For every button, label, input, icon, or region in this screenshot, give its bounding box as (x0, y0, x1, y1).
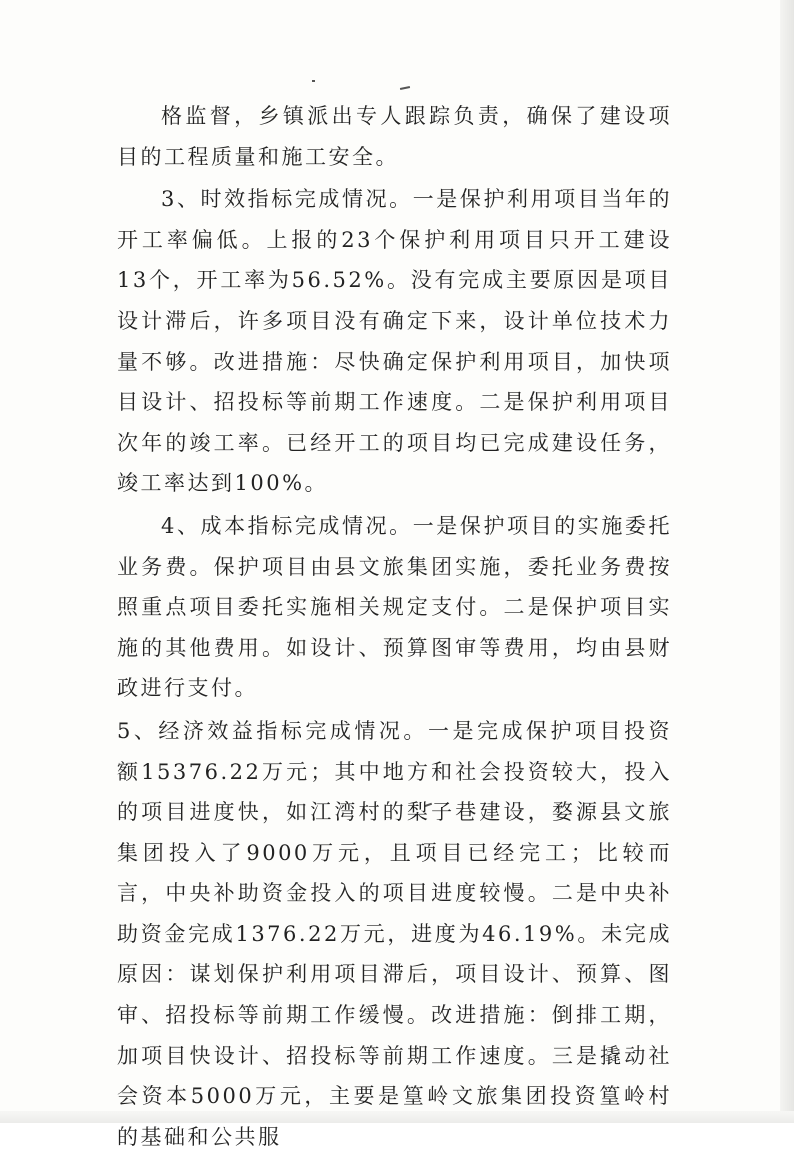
paragraph-cost-indicator: 4、成本指标完成情况。一是保护项目的实施委托业务费。保护项目由县文旅集团实施，委托业务费按照重点项目委托实施相关规定支付。二是保护项目实施的其他费用。如设计、预算图审等费用，均由县财政进行支付。 (117, 513, 672, 701)
paragraph-timeliness-indicator: 3、时效指标完成情况。一是保护利用项目当年的开工率偏低。上报的23个保护利用项目只开工建设13个，开工率为56.52%。没有完成主要原因是项目设计滞后，许多项目没有确定下来，设计单位技术力量不够。改进措施：尽快确定保护利用项目，加快项目设计、招投标等前期工作速度。二是保护利用项目次年的竣工率。已经开工的项目均已完成建设任务，竣工率达到100%。 (117, 187, 672, 496)
scan-speck (400, 86, 410, 90)
page-edge-shadow-right (780, 0, 794, 1123)
paragraph-economic-benefit-indicator: 5、经济效益指标完成情况。一是完成保护项目投资额15376.22万元；其中地方和社会投资较大，投入的项目进度快，如江湾村的梨子巷建设，婺源县文旅集团投入了9000万元，且项目已经完工；比较而言，中央补助资金投入的项目进度较慢。二是中央补助资金完成1376.22万元，进度为46.19%。未完成原因：谋划保护利用项目滞后，项目设计、预算、图审、招投标等前期工作缓慢。改进措施：倒排工期，加项目快设计、招投标等前期工作速度。三是撬动社会资本5000万元，主要是篁岭文旅集团投资篁岭村的基础和公共服 (117, 718, 672, 1149)
paragraph-quality-supervision: 格监督，乡镇派出专人跟踪负责，确保了建设项目的工程质量和施工安全。 (117, 104, 672, 169)
scan-speck (312, 80, 315, 82)
document-body (117, 96, 672, 1159)
